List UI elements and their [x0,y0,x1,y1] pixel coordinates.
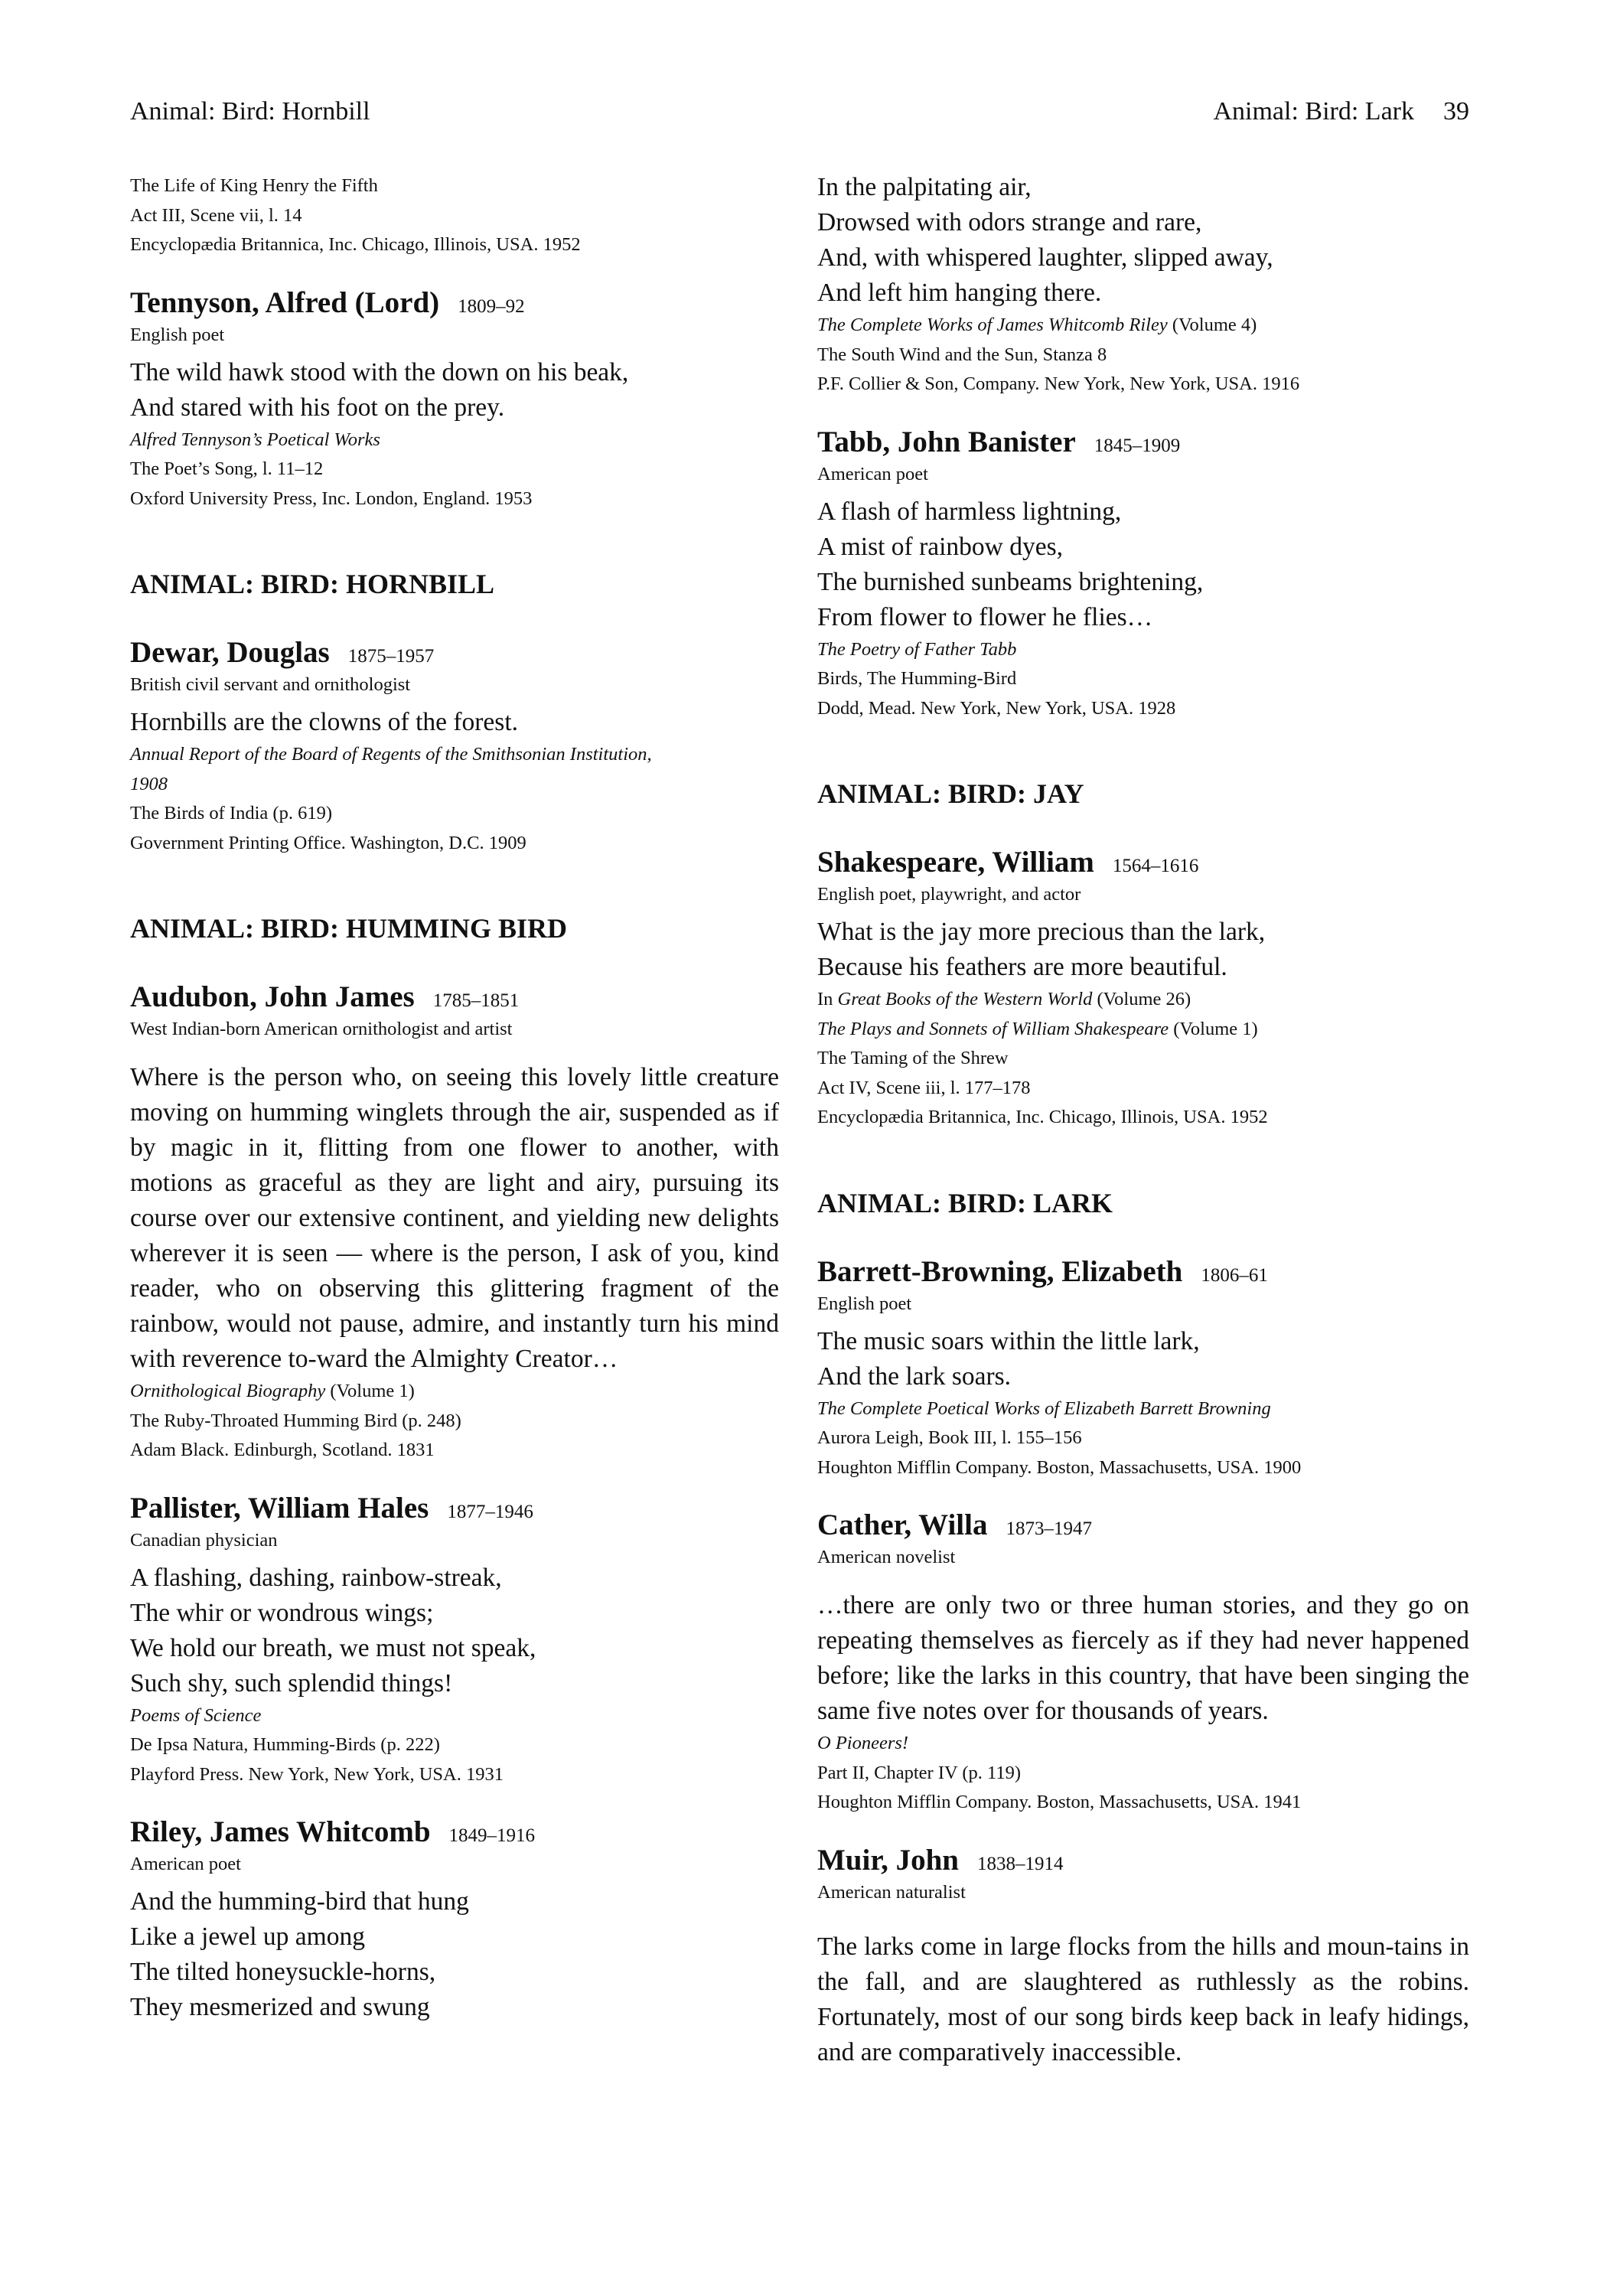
quote-line: Such shy, such splendid things! [130,1668,453,1698]
citation-line: The Life of King Henry the Fifth [130,175,378,196]
quote-line: The whir or wondrous wings; [130,1598,434,1627]
entry-pallister [130,1490,779,1790]
quote [817,915,1469,985]
citation [130,426,779,514]
author-line [130,1490,779,1527]
citation-line: Encyclopædia Britannica, Inc. Chicago, Illinois, USA. 1952 [130,234,581,255]
quote-line: And the humming-bird that hung [130,1887,469,1916]
citation-book: Great Books of the Western World [837,989,1093,1009]
running-head-left: Animal: Bird: Hornbill [130,97,370,126]
author-name: Riley, James Whitcomb [130,1815,431,1848]
citation-book: Ornithological Biography [130,1381,326,1401]
author-name: Pallister, William Hales [130,1491,429,1525]
citation-line: The South Wind and the Sun, Stanza 8 [817,344,1107,365]
author-line [817,1842,1469,1879]
section-heading-humming-bird: ANIMAL: BIRD: HUMMING BIRD [130,913,567,944]
author-years: 1564–1616 [1112,856,1199,876]
citation-line: Playford Press. New York, New York, USA. 1931 [130,1763,504,1785]
author-description: English poet [817,1293,912,1314]
citation [130,740,779,858]
citation [817,985,1469,1133]
entry-muir [817,1842,1469,2070]
citation [817,635,1469,724]
citation-line: Act IV, Scene iii, l. 177–178 [817,1077,1031,1098]
citation-line: P.F. Collier & Son, Company. New York, New York, USA. 1916 [817,373,1300,394]
citation-line: Dodd, Mead. New York, New York, USA. 1928 [817,697,1176,719]
entry-tennyson [130,285,779,514]
citation-book: The Complete Works of James Whitcomb Riley [817,315,1168,335]
quote-line: In the palpitating air, [817,173,1032,201]
author-line [817,1507,1469,1544]
citation-book: The Plays and Sonnets of William Shakespeare [817,1018,1169,1039]
citation-line: Aurora Leigh, Book III, l. 155–156 [817,1427,1082,1448]
author-years: 1809–92 [458,295,525,317]
citation-book: The Poetry of Father Tabb [817,638,1017,660]
citation-line: The Taming of the Shrew [817,1048,1009,1068]
citation-line: Act III, Scene vii, l. 14 [130,204,302,226]
entry-barrett-browning [817,1254,1469,1483]
citation-line [817,1015,1469,1045]
citation-line: Part II, Chapter IV (p. 119) [817,1762,1022,1783]
quote-line: And, with whispered laughter, slipped away, [817,243,1273,272]
citation-book: Poems of Science [130,1704,262,1726]
citation-line: Encyclopædia Britannica, Inc. Chicago, Illinois, USA. 1952 [817,1107,1268,1127]
citation-line [817,985,1469,1015]
citation [817,311,1469,400]
quote-line: And the lark soars. [817,1362,1012,1391]
citation-volume: (Volume 1) [1169,1018,1258,1039]
citation-line: Oxford University Press, Inc. London, England. 1953 [130,488,533,509]
author-name: Audubon, John James [130,980,415,1013]
quote-line: They mesmerized and swung [130,1993,430,2021]
citation-line: Government Printing Office. Washington, D.C. 1909 [130,832,526,853]
author-years: 1877–1946 [447,1501,533,1522]
running-head-right [1213,96,1469,127]
citation-line: De Ipsa Natura, Humming-Birds (p. 222) [130,1734,440,1755]
quote-line: And left him hanging there. [817,279,1102,307]
author-years: 1849–1916 [448,1825,536,1846]
citation [817,1729,1469,1818]
citation [130,1701,779,1790]
entry-shakespeare [817,844,1469,1133]
author-line [817,844,1469,881]
author-line [130,285,779,321]
quote-line: And stared with his foot on the prey. [130,393,505,422]
citation-line: Houghton Mifflin Company. Boston, Massachusetts, USA. 1941 [817,1792,1302,1812]
author-years: 1875–1957 [347,646,435,667]
entry-riley-continued [817,170,1469,400]
citation-line [130,1377,779,1407]
quote-line: A mist of rainbow dyes, [817,532,1064,561]
citation-continuation [130,171,779,260]
author-name: Barrett-Browning, Elizabeth [817,1254,1183,1288]
quote-line: Because his feathers are more beautiful. [817,953,1227,981]
quote-line: Hornbills are the clowns of the forest. [130,708,519,736]
quote-line: A flashing, dashing, rainbow-streak, [130,1563,502,1592]
quote-line: The burnished sunbeams brightening, [817,567,1204,596]
entry-audubon [130,979,779,1466]
quote-line: The tilted honeysuckle-horns, [130,1958,436,1986]
quote-line: The music soars within the little lark, [817,1326,1200,1355]
citation-volume: (Volume 26) [1092,989,1191,1009]
author-description: American poet [817,463,928,484]
quote [130,1884,779,2025]
entry-riley [130,1814,779,2025]
author-name: Dewar, Douglas [130,636,330,669]
quote: The larks come in large flocks from the hills and moun-tains in the fall, and are slaughtered as ruthlessly as the robins. Fortunately, most of our song birds keep back in leafy hidings, and are comparatively inaccessible. [817,1932,1469,2066]
author-name: Cather, Willa [817,1508,988,1541]
entry-tabb [817,424,1469,724]
author-description: English poet [130,324,225,345]
quote-line: Like a jewel up among [130,1923,365,1951]
citation-book: Annual Report of the Board of Regents of the Smithsonian Institution, [130,744,652,765]
quote-line: We hold our breath, we must not speak, [130,1633,536,1662]
author-years: 1806–61 [1201,1264,1268,1286]
author-description: English poet, playwright, and actor [817,884,1081,905]
quote [130,705,779,740]
citation-book: The Complete Poetical Works of Elizabeth Barrett Browning [817,1397,1271,1419]
author-description: American novelist [817,1547,956,1567]
citation-book: 1908 [130,773,168,794]
author-years: 1838–1914 [976,1853,1064,1874]
citation-volume: (Volume 4) [1167,315,1257,335]
quote-line: From flower to flower he flies… [817,602,1153,631]
author-description: British civil servant and ornithologist [130,674,411,695]
author-line [817,1254,1469,1290]
author-line [130,1814,779,1851]
author-description: West Indian-born American ornithologist and artist [130,1019,513,1039]
author-name: Muir, John [817,1843,959,1877]
citation-volume: (Volume 1) [325,1381,415,1401]
right-column [817,170,1469,2070]
author-years: 1873–1947 [1006,1518,1092,1539]
citation-book: Alfred Tennyson’s Poetical Works [130,429,380,450]
entry-cather [817,1507,1469,1818]
quote: …there are only two or three human stories, and they go on repeating themselves as fiercely as if they had never happened before; like the larks in this country, that have been singing the same five notes over for thousands of years. [817,1591,1469,1725]
citation-line: Adam Black. Edinburgh, Scotland. 1831 [130,1440,435,1460]
author-line [130,634,779,671]
citation-line: The Poet’s Song, l. 11–12 [130,458,324,479]
citation-line: The Ruby-Throated Humming Bird (p. 248) [130,1410,461,1431]
citation-line: The Birds of India (p. 619) [130,803,332,823]
citation-line [817,311,1469,341]
author-years: 1845–1909 [1094,435,1181,456]
citation [130,1377,779,1466]
quote-line: What is the jay more precious than the lark, [817,918,1266,946]
citation-line: Houghton Mifflin Company. Boston, Massachusetts, USA. 1900 [817,1456,1302,1478]
page-number: 39 [1443,97,1469,126]
author-description: American poet [130,1854,241,1874]
quote-line: The wild hawk stood with the down on his beak, [130,357,629,386]
section-heading-hornbill: ANIMAL: BIRD: HORNBILL [130,569,495,599]
author-name: Shakespeare, William [817,846,1094,879]
quote [130,355,779,426]
left-column [130,171,779,2025]
citation [817,1394,1469,1483]
citation-line: Birds, The Humming-Bird [817,668,1017,689]
quote [817,494,1469,635]
quote [130,1561,779,1701]
entry-dewar [130,634,779,858]
citation-in: In [817,989,838,1009]
running-head-right-title: Animal: Bird: Lark [1213,97,1414,126]
author-description: American naturalist [817,1881,966,1903]
author-name: Tabb, John Banister [817,425,1076,458]
quote-line: A flash of harmless lightning, [817,497,1122,526]
author-line [817,424,1469,461]
citation-book: O Pioneers! [817,1733,909,1753]
author-name: Tennyson, Alfred (Lord) [130,285,440,319]
section-heading-jay: ANIMAL: BIRD: JAY [817,778,1084,809]
quote [817,170,1469,311]
author-description: Canadian physician [130,1529,278,1551]
quote-line: Drowsed with odors strange and rare, [817,208,1202,236]
section-heading-lark: ANIMAL: BIRD: LARK [817,1187,1113,1218]
quote [817,1324,1469,1394]
author-years: 1785–1851 [432,990,520,1011]
author-line [130,979,779,1016]
quote: Where is the person who, on seeing this lovely little creature moving on humming winglets through the air, suspended as if by magic in it, flitting from one flower to another, with motions as graceful as they are light and airy, pursuing its course over our extensive continent, and yielding new delights wherever it is seen — where is the person, I ask of you, kind reader, who on observing this glittering fragment of the rainbow, would not pause, admire, and instantly turn his mind with reverence to-ward the Almighty Creator… [130,1063,779,1373]
